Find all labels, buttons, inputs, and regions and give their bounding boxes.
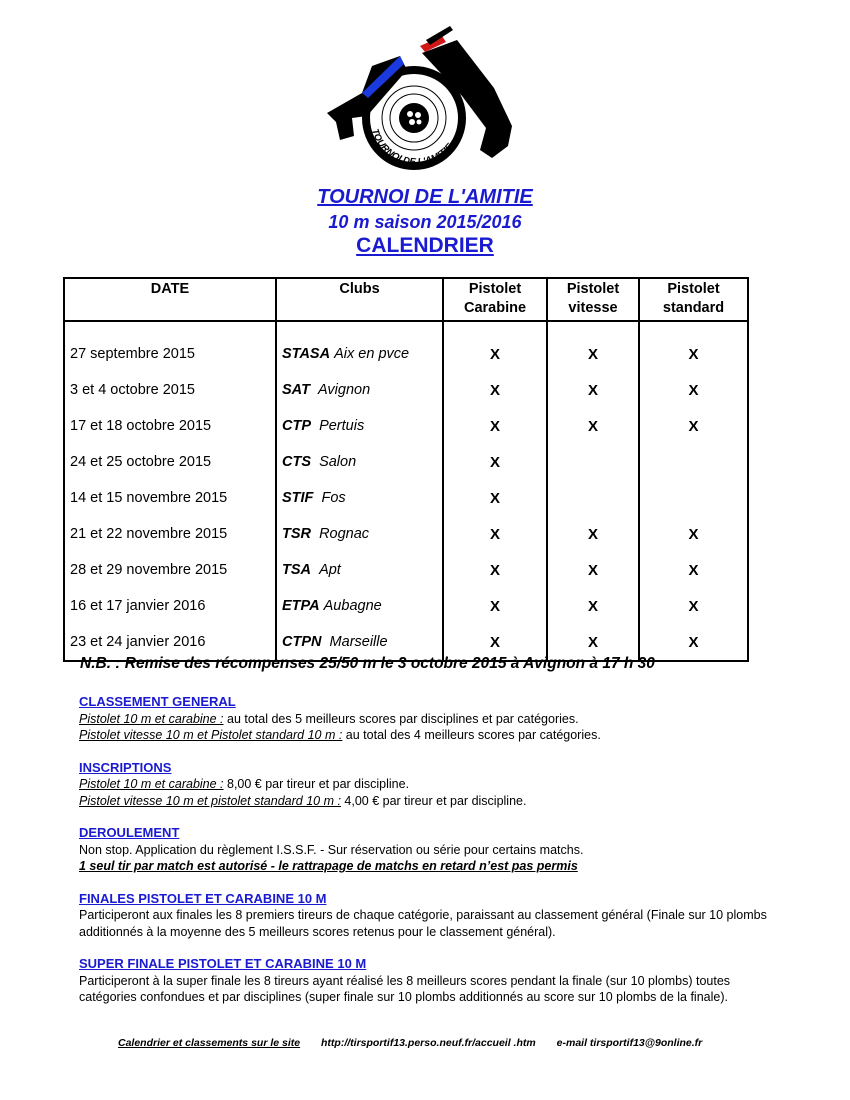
table-row	[64, 588, 748, 624]
footer-calendar-link[interactable]: Calendrier et classements sur le site	[118, 1037, 301, 1049]
calendar-heading: CALENDRIER	[356, 234, 494, 257]
row-mark: X	[443, 588, 547, 624]
section-line: 1 seul tir par match est autorisé - le rattrapage de matchs en retard n’est pas permis	[79, 859, 578, 873]
row-mark: X	[443, 624, 547, 661]
row-club: CTS Salon	[276, 444, 443, 480]
row-mark: X	[547, 321, 639, 372]
row-mark	[547, 444, 639, 480]
row-mark: X	[443, 321, 547, 372]
nb-note: N.B. : Remise des récompenses 25/50 m le 3 octobre 2015 à Avignon à 17 h 30	[80, 655, 655, 672]
row-date: 17 et 18 octobre 2015	[70, 418, 212, 434]
row-mark: X	[443, 372, 547, 408]
header-date: DATE	[64, 278, 276, 321]
section-finales	[79, 891, 779, 941]
row-mark	[639, 444, 748, 480]
row-mark: X	[639, 321, 748, 372]
row-mark: X	[547, 408, 639, 444]
table-row	[64, 408, 748, 444]
header-clubs: Clubs	[276, 278, 443, 321]
logo-text: TOURNOI DE L'AMITIE	[369, 127, 456, 168]
row-mark: X	[639, 624, 748, 661]
tournament-logo	[322, 18, 522, 178]
section-heading: FINALES PISTOLET ET CARABINE 10 M	[79, 890, 327, 906]
row-mark: X	[443, 444, 547, 480]
row-date: 23 et 24 janvier 2016	[70, 634, 206, 650]
table-row	[64, 480, 748, 516]
row-club: ETPA Aubagne	[276, 588, 443, 624]
row-mark: X	[639, 408, 748, 444]
row-mark: X	[547, 516, 639, 552]
header-pistolet-standard: Pistolet standard	[639, 278, 748, 321]
rules-sections	[79, 694, 779, 1022]
section-classement	[79, 694, 779, 744]
section-line: Pistolet vitesse 10 m et Pistolet standard 10 m : au total des 4 meilleurs scores par catégories.	[79, 728, 601, 742]
section-line: Pistolet vitesse 10 m et pistolet standard 10 m : 4,00 € par tireur et par discipline.	[79, 793, 527, 808]
row-date: 16 et 17 janvier 2016	[70, 598, 206, 614]
row-mark: X	[443, 552, 547, 588]
section-line: Pistolet 10 m et carabine : 8,00 € par tireur et par discipline.	[79, 777, 410, 791]
calendar-table	[63, 277, 749, 662]
section-text: Participeront à la super finale les 8 tireurs ayant réalisé les 8 meilleurs scores pendant la finale (sur 10 plombs) toutes catégories confondues et par disciplines (super finale sur 10 plombs additionnés au score sur 10 plombs de la finale).	[79, 973, 731, 1004]
row-mark: X	[639, 588, 748, 624]
row-date: 14 et 15 novembre 2015	[70, 490, 228, 506]
row-mark: X	[639, 516, 748, 552]
row-mark: X	[547, 588, 639, 624]
section-heading: SUPER FINALE PISTOLET ET CARABINE 10 M	[79, 956, 367, 971]
row-club: STASA Aix en pvce	[276, 321, 443, 372]
season-subtitle: 10 m saison 2015/2016	[328, 212, 522, 232]
section-line: Non stop. Application du règlement I.S.S.F. - Sur réservation ou série pour certains matchs.	[79, 842, 584, 857]
row-date: 28 et 29 novembre 2015	[70, 562, 228, 578]
section-inscriptions	[79, 760, 779, 810]
table-row	[64, 372, 748, 408]
section-deroulement	[79, 825, 779, 875]
section-heading: DEROULEMENT	[79, 825, 180, 840]
row-date: 3 et 4 octobre 2015	[70, 382, 195, 398]
row-mark: X	[639, 552, 748, 588]
row-date: 24 et 25 octobre 2015	[70, 454, 212, 470]
section-text: Participeront aux finales les 8 premiers tireurs de chaque catégorie, paraissant au classement général (Finale sur 10 plombs additionnés à la moyenne des 5 meilleurs scores retenus pour le classement général).	[79, 908, 767, 939]
page-title: TOURNOI DE L'AMITIE	[317, 186, 533, 208]
section-line: Pistolet 10 m et carabine : au total des 5 meilleurs scores par disciplines et par catégories.	[79, 711, 579, 726]
table-row	[64, 552, 748, 588]
footer-url[interactable]: http://tirsportif13.perso.neuf.fr/accueil .htm	[321, 1037, 536, 1049]
table-row	[64, 321, 748, 372]
section-heading: INSCRIPTIONS	[79, 759, 172, 775]
section-superfinale	[79, 956, 779, 1006]
table-row	[64, 516, 748, 552]
footer-email[interactable]: e-mail tirsportif13@9online.fr	[556, 1037, 703, 1049]
footer	[118, 1037, 720, 1049]
table-header-row	[64, 278, 748, 321]
row-mark	[639, 480, 748, 516]
row-mark: X	[547, 552, 639, 588]
section-heading: CLASSEMENT GENERAL	[79, 694, 236, 709]
row-club: CTPN Marseille	[276, 624, 443, 661]
row-mark: X	[443, 480, 547, 516]
header-pistolet-carabine: Pistolet Carabine	[443, 278, 547, 321]
header-pistolet-vitesse: Pistolet vitesse	[547, 278, 639, 321]
row-date: 27 septembre 2015	[70, 346, 195, 362]
table-body	[64, 321, 748, 661]
row-club: TSR Rognac	[276, 516, 443, 552]
table-row	[64, 444, 748, 480]
row-mark: X	[443, 516, 547, 552]
row-club: CTP Pertuis	[276, 408, 443, 444]
row-date: 21 et 22 novembre 2015	[70, 526, 228, 542]
row-mark: X	[443, 408, 547, 444]
row-mark: X	[547, 624, 639, 661]
row-mark	[547, 480, 639, 516]
row-club: STIF Fos	[276, 480, 443, 516]
row-club: TSA Apt	[276, 552, 443, 588]
row-mark: X	[547, 372, 639, 408]
row-mark: X	[639, 372, 748, 408]
row-club: SAT Avignon	[276, 372, 443, 408]
